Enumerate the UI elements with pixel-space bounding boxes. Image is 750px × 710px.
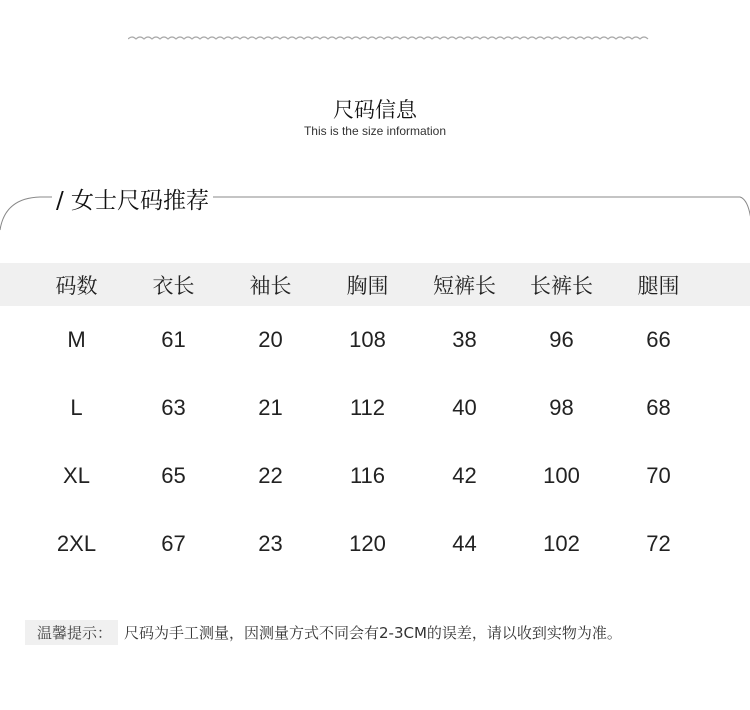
column-header: 腿围 (637, 273, 680, 298)
table-row (28, 374, 750, 442)
measurement-cell: 20 (258, 327, 283, 352)
measurement-cell: 22 (258, 463, 283, 488)
measurement-cell: 112 (349, 395, 386, 420)
wavy-divider (128, 34, 652, 44)
size-cell: M (67, 327, 86, 352)
measurement-cell: 21 (258, 395, 283, 420)
measurement-cell: 120 (349, 531, 386, 556)
table-row (28, 306, 750, 374)
column-header: 胸围 (346, 273, 389, 298)
measurement-cell: 63 (161, 395, 186, 420)
tip-note (25, 620, 622, 645)
size-cell: XL (63, 463, 90, 488)
measurement-cell: 66 (646, 327, 671, 352)
column-header: 衣长 (152, 273, 195, 298)
table-row (28, 510, 750, 578)
table-row (28, 442, 750, 510)
column-header: 码数 (55, 273, 98, 298)
tip-text: 尺码为手工测量，因测量方式不同会有2-3CM的误差，请以收到实物为准。 (124, 624, 622, 642)
page-title: 尺码信息 (333, 98, 417, 122)
size-cell: 2XL (56, 531, 97, 556)
section-title: / 女士尺码推荐 (52, 182, 213, 215)
measurement-cell: 67 (161, 531, 186, 556)
measurement-cell: 70 (646, 463, 671, 488)
measurement-cell: 65 (161, 463, 186, 488)
table-header-row (0, 263, 750, 306)
measurement-cell: 72 (646, 531, 671, 556)
size-table (28, 263, 750, 578)
measurement-cell: 68 (646, 395, 671, 420)
measurement-cell: 108 (349, 327, 386, 352)
measurement-cell: 23 (258, 531, 283, 556)
measurement-cell: 44 (452, 531, 477, 556)
size-cell: L (70, 395, 83, 420)
measurement-cell: 100 (543, 463, 580, 488)
measurement-cell: 98 (549, 395, 574, 420)
column-header: 短裤长 (433, 273, 496, 298)
measurement-cell: 96 (549, 327, 574, 352)
measurement-cell: 42 (452, 463, 477, 488)
measurement-cell: 61 (161, 327, 186, 352)
column-header: 袖长 (249, 273, 292, 298)
page-subtitle: This is the size information (303, 124, 447, 138)
measurement-cell: 116 (349, 463, 386, 488)
measurement-cell: 38 (452, 327, 477, 352)
measurement-cell: 102 (543, 531, 580, 556)
measurement-cell: 40 (452, 395, 477, 420)
tip-label: 温馨提示： (25, 620, 118, 645)
column-header: 长裤长 (530, 273, 593, 298)
